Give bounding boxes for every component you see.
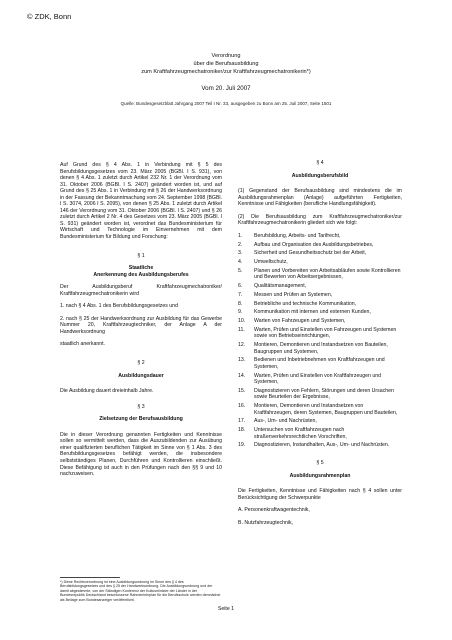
list-item <box>238 442 402 449</box>
list-item-number: 13. <box>238 357 246 364</box>
list-item <box>238 357 402 370</box>
list-item-text: Montieren, Demontieren und Instandsetzen von Kraftfahrzeugen, deren Systemen, Baugruppen und Bauteilen, <box>254 403 398 416</box>
list-item-text: Planen und Vorbereiten von Arbeitsabläufen sowie Kontrollieren und Bewerten von Arbeitsergebnissen, <box>254 267 401 281</box>
section-5-text: Die Fertigkeiten, Kenntnisse und Fähigkeiten nach § 4 sollen unter Berücksichtigung der Schwerpunkte <box>238 488 402 501</box>
section-5-focus-b: B. Nutzfahrzeugtechnik, <box>238 519 294 526</box>
section-1-title-line-2: Anerkennung des Ausbildungsberufes <box>93 271 189 278</box>
list-item-number: 15. <box>238 387 246 394</box>
list-item <box>238 318 402 325</box>
list-item-text: Umweltschutz, <box>254 259 288 266</box>
list-item-text: Untersuchen von Kraftfahrzeugen nach straßenverkehrsrechtlichen Vorschriften, <box>254 427 347 440</box>
list-item-text: Kommunikation mit internen und externen Kunden, <box>254 309 371 316</box>
list-item-text: Messen und Prüfen an Systemen, <box>254 291 333 298</box>
list-item-number: 19. <box>238 442 246 449</box>
list-item-number: 8. <box>238 300 243 307</box>
section-2-title: Ausbildungsdauer <box>118 372 164 379</box>
list-item-text: Aus-, Um- und Nachrüsten, <box>254 418 317 425</box>
list-item-number: 14. <box>238 372 246 379</box>
source-reference: Quelle: Bundesgesetzblatt Jahrgang 2007 Teil I Nr. 33, ausgegeben zu Bonn am 25. Juli 2007, Seite 1501 <box>120 101 332 106</box>
footnote: *) Diese Rechtsverordnung ist eine Ausbildungsordnung im Sinne des § 4 des Berufsbildungsgesetzes und des § 25 der Handwerksordnung. Die Ausbildungsordnung und der damit abgestimmte, von der Ständigen Konferenz der Kultusminister der Länder in der Bundesrepublik Deutschland beschlossene Rahmenlehrplan für die Berufsschule werden demnächst als Beilage zum Bundesanzeiger veröffentlicht. <box>60 580 221 602</box>
list-item <box>238 427 402 440</box>
list-item-text: Diagnostizieren von Fehlern, Störungen und deren Ursachen sowie Beurteilen der Ergebnisse, <box>254 387 394 401</box>
list-item-text: Bedienen und Inbetriebnehmen von Kraftfahrzeugen und Systemen, <box>254 357 385 370</box>
section-2-text: Die Ausbildung dauert dreieinhalb Jahre. <box>60 388 154 395</box>
list-item-number: 5. <box>238 267 243 274</box>
preamble-paragraph: Auf Grund des § 4 Abs. 1 in Verbindung mit § 5 des Berufsbildungsgesetzes vom 23. März 2005 (BGBl. I S. 931), von denen § 4 Abs. 1 zuletzt durch Artikel 232 Nr. 1 der Verordnung vom 31. Oktober 2006 (BGBl. I S. 2407) geändert worden ist, und auf Grund des § 25 Abs. 1 in Verbindung mit § 26 der Handwerksordnung in der Fassung der Bekanntmachung vom 24. September 1998 (BGBl. I S. 3074, 2006 I S. 2095), von denen § 25 Abs. 1 zuletzt durch Artikel 146 der Verordnung vom 31. Oktober 2006 (BGBl. I S. 2407) und § 26 zuletzt durch Artikel 2 Nr. 4 des Gesetzes vom 23. März 2005 (BGBl. I S. 931) geändert worden ist, verordnet das Bundesministerium für Wirtschaft und Technologie im Einvernehmen mit dem Bundesministerium für Bildung und Forschung: <box>60 162 222 241</box>
list-item-number: 17. <box>238 418 246 425</box>
left-column <box>60 162 222 478</box>
section-1-text: Der Ausbildungsberuf Kraftfahrzeugmechatroniker/ Kraftfahrzeugmechatronikerin wird <box>60 284 222 297</box>
list-item <box>238 373 402 386</box>
list-item-text: Betriebliche und technische Kommunikation, <box>254 300 357 307</box>
section-3-text: Die in dieser Verordnung genannten Fertigkeiten und Kenntnisse sollen so vermittelt werden, dass die Auszubildenden zur Ausübung einer qualifizierten beruflichen Tätigkeit im Sinne von § 1 Abs. 3 des Berufsbildungsgesetzes befähigt werden, die insbesondere selbstständiges Planen, Durchführen und Kontrollieren einschließt. Diese Befähigung ist auch in den Prüfungen nach den §§ 9 und 10 nachzuweisen. <box>60 431 222 478</box>
section-4-number: § 4 <box>316 160 324 166</box>
right-column <box>238 160 402 526</box>
section-1-closing: staatlich anerkannt. <box>60 341 105 348</box>
title-line-2: über die Berufsausbildung <box>193 61 259 67</box>
list-item <box>238 342 402 355</box>
list-item-text: Aufbau und Organisation des Ausbildungsbetriebes, <box>254 241 374 248</box>
list-item-text: Montieren, Demontieren und Instandsetzen von Bauteilen, Baugruppen und Systemen, <box>254 342 388 355</box>
list-item <box>238 388 402 401</box>
list-item <box>238 283 402 290</box>
section-1-item-1: 1. nach § 4 Abs. 1 des Berufsbildungsgesetzes und <box>60 303 178 310</box>
section-3-number: § 3 <box>137 403 145 410</box>
list-item-number: 6. <box>238 283 243 290</box>
list-item <box>238 309 402 316</box>
list-item-number: 11. <box>238 326 245 333</box>
section-5-focus-a: A. Personenkraftwagentechnik, <box>238 507 310 514</box>
list-item-text: Sicherheit und Gesundheitsschutz bei der Arbeit, <box>254 250 367 257</box>
section-3-title: Zielsetzung der Berufsausbildung <box>99 416 183 423</box>
training-content-list <box>238 233 402 449</box>
title-line-3: zum Kraftfahrzeugmechatroniker/zur Kraftfahrzeugmechatronikerin*) <box>141 69 311 75</box>
list-item-number: 4. <box>238 259 243 266</box>
list-item-number: 7. <box>238 291 243 298</box>
list-item-text: Diagnostizieren, Instandhalten, Aus-, Um- und Nachrüsten. <box>254 442 390 449</box>
section-2-number: § 2 <box>137 360 145 367</box>
section-5-title: Ausbildungsrahmenplan <box>289 472 351 479</box>
list-item <box>238 268 402 281</box>
document-date: Vom 20. Juli 2007 <box>201 85 251 92</box>
list-item <box>238 301 402 308</box>
section-1-number: § 1 <box>137 252 145 259</box>
page-number: Seite 1 <box>217 606 235 612</box>
list-item-number: 9. <box>238 309 243 316</box>
footnote-divider <box>60 577 120 578</box>
list-item <box>238 327 402 340</box>
list-item <box>238 259 402 266</box>
list-item-text: Qualitätsmanagement, <box>254 283 307 290</box>
section-1-title-line-1: Staatliche <box>128 265 154 272</box>
list-item-number: 16. <box>238 403 246 410</box>
copyright-notice: © ZDK, Bonn <box>27 12 72 21</box>
section-4-paragraph-1: (1) Gegenstand der Berufsausbildung sind mindestens die im Ausbildungsrahmenplan (Anlage) aufgeführten Fertigkeiten, Kenntnisse und Fähigkeiten (berufliche Handlungsfähigkeit). <box>238 188 402 208</box>
list-item-text: Berufsbildung, Arbeits- und Tarifrecht, <box>254 232 341 239</box>
list-item-text: Warten von Fahrzeugen und Systemen, <box>254 317 346 324</box>
list-item-number: 12. <box>238 342 246 348</box>
list-item <box>238 250 402 257</box>
title-line-1: Verordnung <box>211 53 241 59</box>
list-item-number: 10. <box>238 317 246 324</box>
section-5-number: § 5 <box>316 460 324 467</box>
list-item <box>238 292 402 299</box>
list-item-number: 1. <box>238 232 243 239</box>
section-4-paragraph-2: (2) Die Berufsausbildung zum Kraftfahrzeugmechatroniker/zur Kraftfahrzeugmechatronikerin gliedert sich wie folgt: <box>238 213 402 227</box>
section-4-title: Ausbildungsberufsbild <box>291 172 349 179</box>
list-item-number: 2. <box>238 241 243 248</box>
list-item <box>238 233 402 240</box>
list-item-text: Warten, Prüfen und Einstellen von Fahrzeugen und Systemen sowie von Betriebseinrichtungen, <box>254 326 397 340</box>
list-item <box>238 418 402 425</box>
list-item-number: 18. <box>238 427 246 434</box>
list-item <box>238 242 402 249</box>
section-1-item-2: 2. nach § 25 der Handwerksordnung zur Ausbildung für das Gewerbe Nummer 20, Kraftfahrzeugtechniker, der Anlage A der Handwerksordnung <box>60 315 222 335</box>
list-item-text: Warten, Prüfen und Einstellen von Kraftfahrzeugen und Systemen, <box>254 372 381 386</box>
list-item <box>238 403 402 416</box>
list-item-number: 3. <box>238 250 243 257</box>
